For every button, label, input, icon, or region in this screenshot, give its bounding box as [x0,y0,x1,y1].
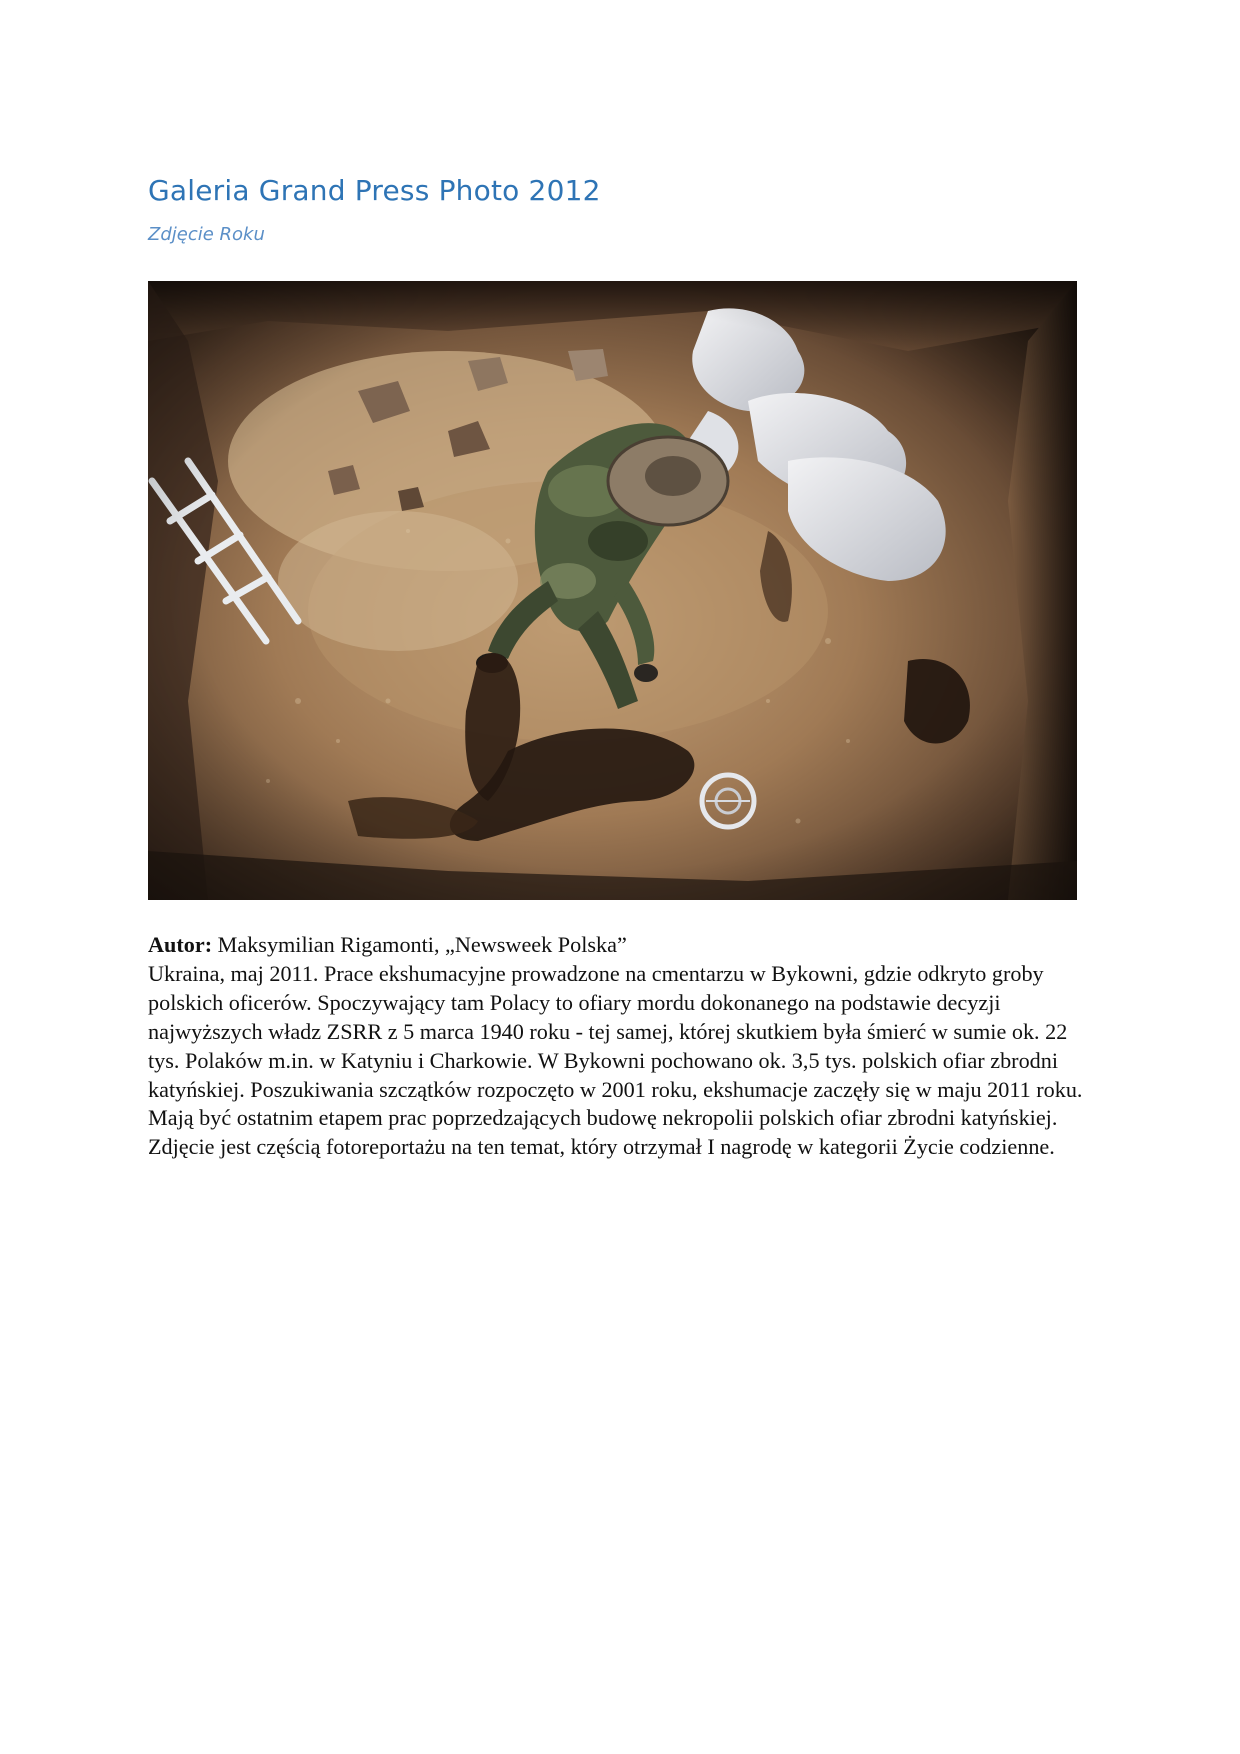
photo-illustration [148,281,1077,900]
author-value: Maksymilian Rigamonti, „Newsweek Polska” [217,932,627,957]
page-subtitle: Zdjęcie Roku [148,224,265,245]
caption-body: Ukraina, maj 2011. Prace ekshumacyjne prowadzone na cmentarzu w Bykowni, gdzie odkryto groby polskich oficerów. Spoczywający tam Polacy to ofiary mordu dokonanego na podstawie decyzji najwyższych władz ZSRR z 5 marca 1940 roku - tej samej, której skutkiem była śmierć w sumie ok. 22 tys. Polaków m.in. w Katyniu i Charkowie. W Bykowni pochowano ok. 3,5 tys. polskich ofiar zbrodni katyńskiej. Poszukiwania szczątków rozpoczęto w 2001 roku, ekshumacje zaczęły się w maju 2011 roku. Mają być ostatnim etapem prac poprzedzających budowę nekropolii polskich ofiar zbrodni katyńskiej. Zdjęcie jest częścią fotoreportażu na ten temat, który otrzymał I nagrodę w kategorii Życie codzienne. [148,960,1083,1160]
author-label: Autor: [148,932,213,957]
exhumation-photo [148,281,1077,900]
page-title: Galeria Grand Press Photo 2012 [148,174,601,207]
photo-caption [148,931,1093,1162]
